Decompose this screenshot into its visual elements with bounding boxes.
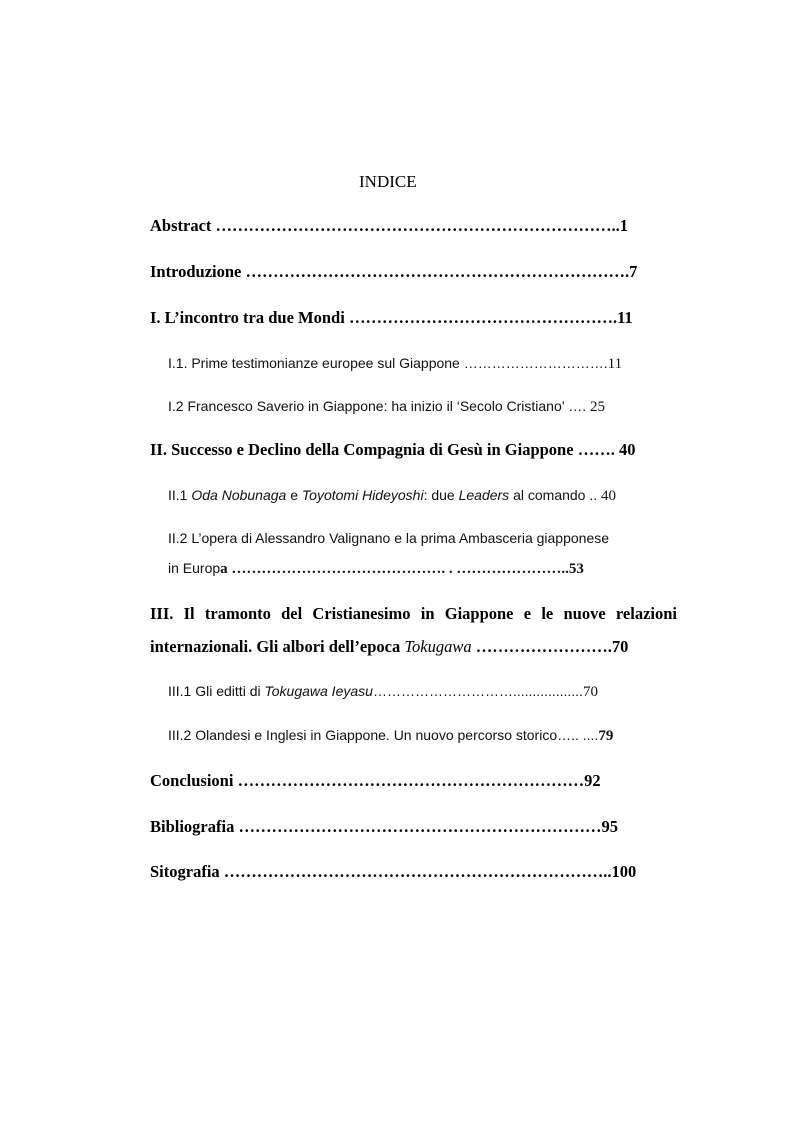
toc-entry-conclusioni[interactable] [150, 773, 601, 790]
toc-leader-dots: ……………………………………………………………….. [211, 216, 620, 235]
toc-page-number: 79 [598, 728, 614, 744]
toc-page-number: 40 [618, 440, 636, 459]
toc-entry-section-2-2-line-1[interactable] [168, 531, 609, 545]
toc-entry-chapter-1[interactable] [150, 310, 633, 327]
toc-leader-dots: ……. [573, 440, 615, 459]
toc-page-number: 100 [611, 862, 637, 881]
toc-entry-section-2-2-line-2[interactable] [168, 561, 584, 577]
toc-page-number: 25 [590, 399, 606, 415]
toc-page-number: 40 [601, 488, 617, 504]
toc-label-name-oda: Oda Nobunaga [191, 487, 287, 503]
toc-label: Bibliografia [150, 817, 235, 836]
toc-page-number: 92 [584, 771, 601, 790]
toc-label-word: Giappone [444, 604, 514, 623]
toc-label: internazionali. Gli albori dell’epoca [150, 637, 401, 656]
toc-leader-dots: ……………………………………………………………. [241, 262, 630, 281]
toc-entry-introduzione[interactable] [150, 264, 637, 281]
toc-entry-abstract[interactable] [150, 218, 628, 235]
toc-label: Sitografia [150, 862, 220, 881]
toc-page-number: 70 [582, 684, 598, 700]
toc-label: I.2 Francesco Saverio in Giappone: ha inizio il ‘Secolo Cristiano’ [168, 398, 565, 414]
toc-entry-sitografia[interactable] [150, 864, 636, 881]
toc-leader-dots: …………………………………………. [344, 308, 618, 327]
toc-label-text: al comando [513, 487, 586, 503]
toc-label-word: tramonto [204, 604, 271, 623]
toc-label-word: e [523, 604, 532, 623]
toc-label-word: Cristianesimo [312, 604, 411, 623]
toc-label-word: III. [150, 604, 174, 623]
toc-label-prefix: II.1 [168, 487, 188, 503]
toc-label-text: : due [423, 487, 455, 503]
toc-label: II. Successo e Declino della Compagnia di Gesù in Giappone [150, 440, 574, 459]
toc-label: I.1. Prime testimonianze europee sul Giappone [168, 355, 460, 371]
toc-leader-dots: ….. .... [557, 727, 599, 743]
page-title: INDICE [359, 172, 417, 191]
toc-entry-bibliografia[interactable] [150, 819, 618, 836]
toc-leader-dots: …………………………………………………………….. [219, 862, 612, 881]
toc-page-number: 95 [601, 817, 618, 836]
toc-page-number: 11 [617, 308, 633, 327]
toc-label-word: del [281, 604, 303, 623]
toc-label: III.2 Olandesi e Inglesi in Giappone. Un nuovo percorso storico [168, 727, 558, 743]
toc-leader-dots: …………………………. [459, 355, 608, 371]
toc-label: I. L’incontro tra due Mondi [150, 308, 345, 327]
toc-label: II.2 L’opera di Alessandro Valignano e la prima Ambasceria giapponese [168, 530, 610, 546]
toc-page-number: 53 [568, 561, 584, 577]
toc-leader-dots: ……………………………………………………… [233, 771, 585, 790]
toc-label-leaders: Leaders [458, 487, 510, 503]
toc-label-bold-letter: a [220, 561, 228, 577]
toc-entry-section-3-2[interactable] [168, 728, 613, 744]
toc-label: Conclusioni [150, 771, 234, 790]
toc-entry-chapter-2[interactable] [150, 442, 635, 459]
toc-page-number: 7 [629, 262, 638, 281]
toc-leader-dots: .. [589, 487, 598, 503]
toc-label: Abstract [150, 216, 212, 235]
toc-entry-chapter-3-line-2[interactable] [150, 639, 628, 656]
toc-leader-dots: ……………………. [471, 637, 612, 656]
toc-page-number: 1 [619, 216, 629, 235]
toc-label: III.1 Gli editti di [168, 683, 261, 699]
toc-leader-dots: ……………………………………. . ………………….. [227, 561, 569, 577]
toc-label-italic: Tokugawa [404, 637, 472, 656]
toc-label-name-toyotomi: Toyotomi Hideyoshi [301, 487, 424, 503]
toc-label-word: Il [183, 604, 195, 623]
toc-label: in Europ [168, 560, 221, 576]
toc-page-number: 70 [611, 637, 629, 656]
toc-entry-chapter-3-line-1[interactable] [150, 606, 677, 623]
toc-entry-section-2-1[interactable] [168, 488, 616, 504]
toc-leader-dots: ………………………….................. [372, 683, 583, 699]
toc-page-number: 11 [607, 356, 623, 372]
toc-label-italic: Tokugawa Ieyasu [264, 683, 373, 699]
toc-label: Introduzione [150, 262, 242, 281]
toc-label-word: nuove [563, 604, 606, 623]
toc-entry-section-3-1[interactable] [168, 684, 598, 700]
toc-entry-section-1-2[interactable] [168, 399, 605, 415]
toc-leader-dots: …. [564, 398, 587, 414]
toc-label-word: relazioni [615, 604, 677, 623]
toc-label-word: le [541, 604, 554, 623]
toc-entry-section-1-1[interactable] [168, 356, 622, 372]
toc-leader-dots: ………………………………………………………… [234, 817, 602, 836]
toc-label-conjunction: e [290, 487, 299, 503]
toc-label-word: in [420, 604, 435, 623]
